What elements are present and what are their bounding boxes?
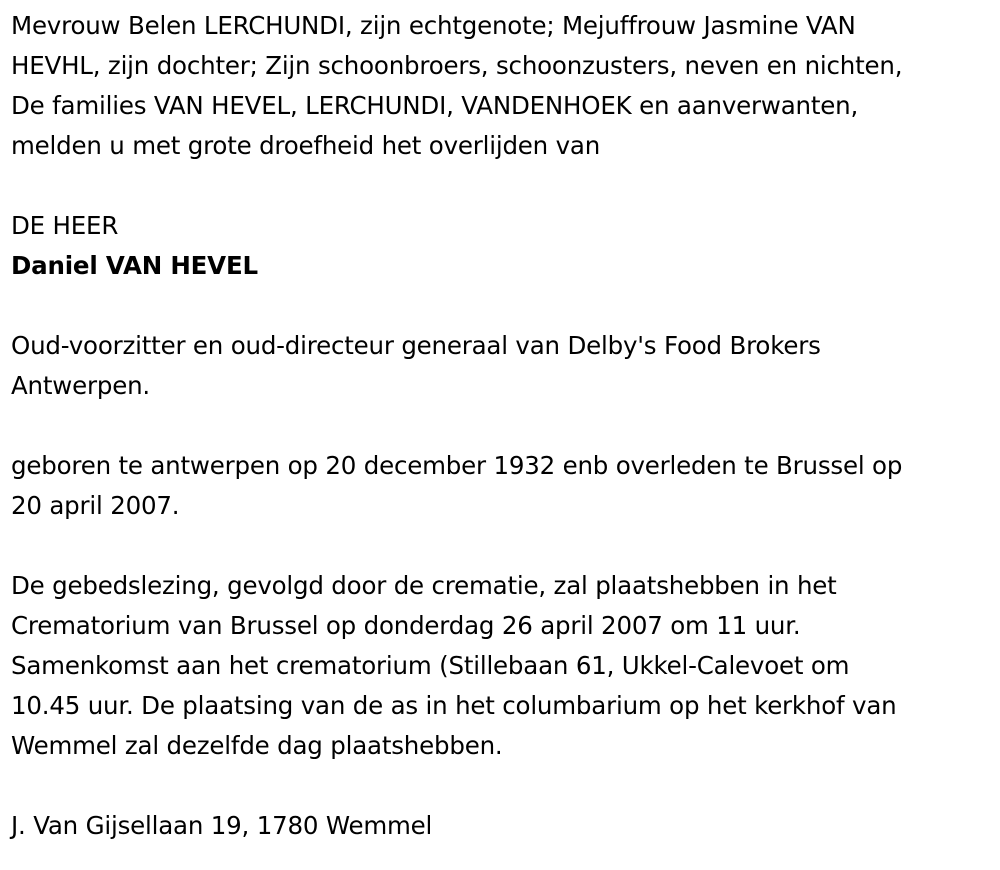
dates-line: geboren te antwerpen op 20 december 1932 enb overleden te Brussel op <box>11 451 903 480</box>
dates-paragraph <box>11 446 996 526</box>
dates-line: 20 april 2007. <box>11 491 180 520</box>
address-line: J. Van Gijsellaan 19, 1780 Wemmel <box>11 811 433 840</box>
intro-line: HEVHL, zijn dochter; Zijn schoonbroers, schoonzusters, neven en nichten, <box>11 51 903 80</box>
ceremony-line: 10.45 uur. De plaatsing van de as in het columbarium op het kerkhof van <box>11 691 897 720</box>
obituary-notice <box>11 6 996 846</box>
ceremony-line: De gebedslezing, gevolgd door de crematie, zal plaatshebben in het <box>11 571 837 600</box>
ceremony-line: Samenkomst aan het crematorium (Stillebaan 61, Ukkel-Calevoet om <box>11 651 850 680</box>
deceased-name: Daniel VAN HEVEL <box>11 251 258 280</box>
name-block <box>11 246 996 286</box>
title-block <box>11 206 996 246</box>
ceremony-line: Crematorium van Brussel op donderdag 26 april 2007 om 11 uur. <box>11 611 801 640</box>
intro-line: Mevrouw Belen LERCHUNDI, zijn echtgenote; Mejuffrouw Jasmine VAN <box>11 11 856 40</box>
role-line: Antwerpen. <box>11 371 151 400</box>
role-paragraph <box>11 326 996 406</box>
ceremony-line: Wemmel zal dezelfde dag plaatshebben. <box>11 731 503 760</box>
intro-paragraph <box>11 6 996 166</box>
role-line: Oud-voorzitter en oud-directeur generaal van Delby's Food Brokers <box>11 331 821 360</box>
intro-line: melden u met grote droefheid het overlijden van <box>11 131 601 160</box>
ceremony-paragraph <box>11 566 996 766</box>
honorific-title: DE HEER <box>11 211 119 240</box>
address-paragraph <box>11 806 996 846</box>
intro-line: De families VAN HEVEL, LERCHUNDI, VANDENHOEK en aanverwanten, <box>11 91 859 120</box>
